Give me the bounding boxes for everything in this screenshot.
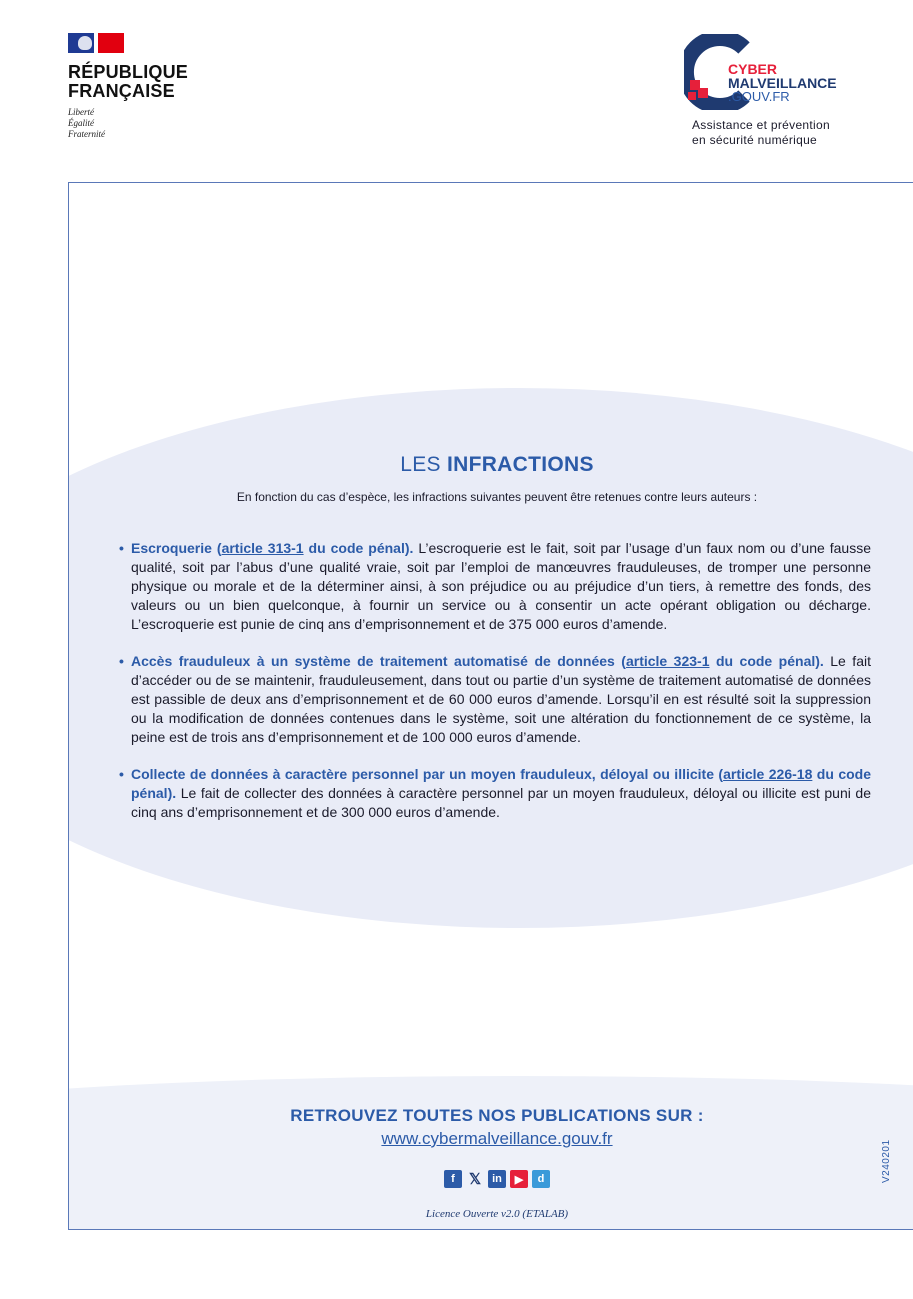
cm-tagline: Assistance et prévention en sécurité numérique — [692, 118, 830, 147]
content-frame — [68, 182, 913, 1230]
article-link[interactable]: article 323-1 — [625, 653, 710, 669]
version-code: V240201 — [881, 1139, 892, 1183]
cm-line2: MALVEILLANCE — [728, 75, 837, 91]
facebook-icon[interactable]: f — [444, 1170, 462, 1188]
cybermalveillance-logo — [682, 32, 882, 152]
article-link[interactable]: article 313-1 — [221, 540, 304, 556]
dailymotion-icon[interactable]: d — [532, 1170, 550, 1188]
linkedin-icon[interactable]: in — [488, 1170, 506, 1188]
cm-line1: CYBER — [728, 61, 778, 77]
list-item: • Accès frauduleux à un système de traitement automatisé de données (article 323-1 du code pénal). Le fait d’accéder ou de se maintenir, frauduleusement, dans tout ou partie d’un système de traitement automatisé de données est passible de deux ans d’emprisonnement et de 60 000 euros d’amende. Lorsqu’il en est résulté soit la suppression ou la modification de données contenues dans le système, soit une altération du fonctionnement de ce système, la peine est de trois ans d’emprisonnement et de 100 000 euros d’amende. — [119, 652, 871, 747]
youtube-icon[interactable]: ▶ — [510, 1170, 528, 1188]
marianne-flag-icon — [68, 33, 124, 53]
cm-line3: .GOUV.FR — [728, 89, 790, 104]
rf-motto: Liberté Égalité Fraternité — [68, 107, 105, 139]
list-item: • Escroquerie (article 313-1 du code pénal). L’escroquerie est le fait, soit par l’usage d’un faux nom ou d’une fausse qualité, soit par l’abus d’une qualité vraie, soit par l’emploi de manœuvres frauduleuses, de tromper une personne physique ou morale et de la déterminer ainsi, à son préjudice ou au préjudice d’un tiers, à remettre des fonds, des valeurs ou un bien quelconque, à fournir un service ou à consentir un acte opérant obligation ou décharge. L’escroquerie est punie de cinq ans d’emprisonnement et de 375 000 euros d’amende. — [119, 539, 871, 634]
intro-text: En fonction du cas d’espèce, les infractions suivantes peuvent être retenues contre leurs auteurs : — [236, 490, 758, 504]
website-link[interactable]: www.cybermalveillance.gouv.fr — [381, 1129, 613, 1148]
licence-text: Licence Ouverte v2.0 (ETALAB) — [425, 1208, 569, 1220]
list-item: • Collecte de données à caractère personnel par un moyen frauduleux, déloyal ou illicite (article 226-18 du code pénal). Le fait de collecter des données à caractère personnel par un moyen frauduleux, déloyal ou illicite est puni de cinq ans d’emprisonnement et de 300 000 euros d’amende. — [119, 765, 871, 822]
rf-title: RÉPUBLIQUE FRANÇAISE — [68, 62, 189, 101]
article-link[interactable]: article 226-18 — [723, 766, 813, 782]
page-title: LES INFRACTIONS — [400, 453, 594, 476]
social-links — [69, 1170, 913, 1188]
publications-heading: RETROUVEZ TOUTES NOS PUBLICATIONS SUR : — [290, 1106, 704, 1125]
infractions-list — [119, 539, 871, 840]
republique-francaise-logo — [68, 33, 228, 140]
x-icon[interactable]: 𝕏 — [468, 1171, 482, 1188]
